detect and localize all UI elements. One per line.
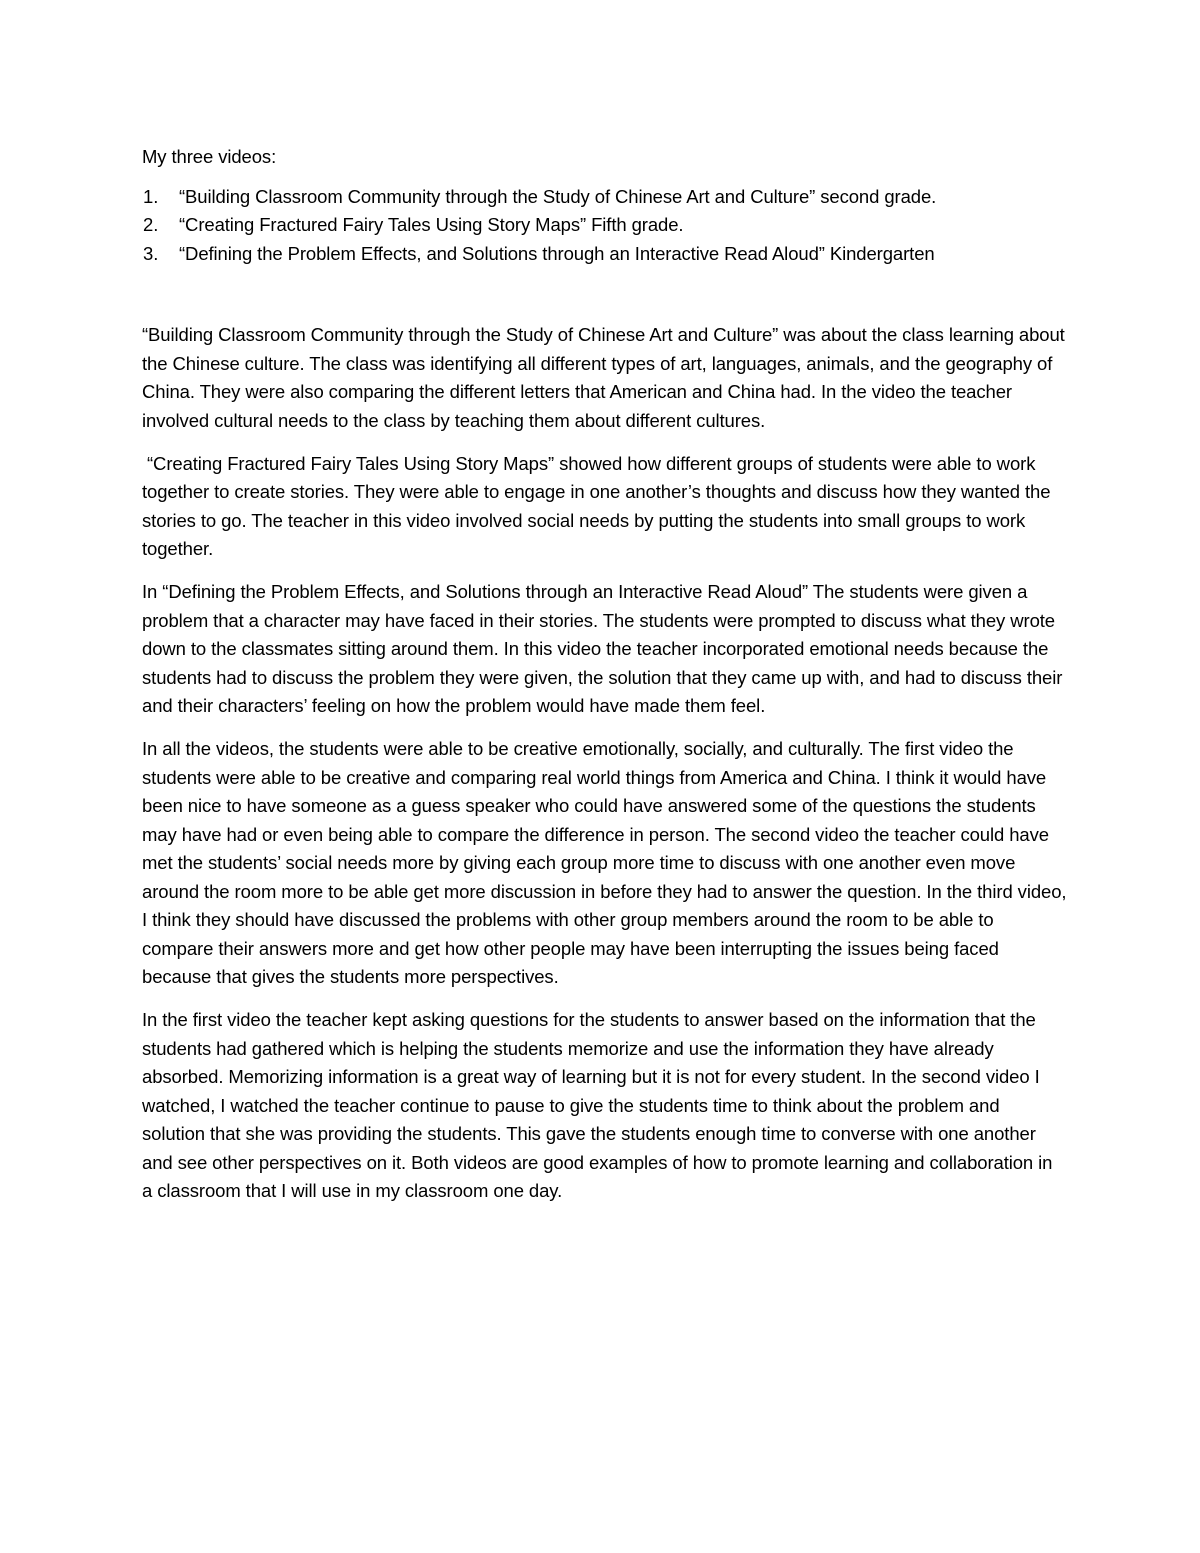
document-body	[142, 143, 1067, 1220]
paragraph-creativity: In all the videos, the students were able to be creative emotionally, socially, and culturally. The first video the students were able to be creative and comparing real world things from America and China. I think it would have been nice to have someone as a guess speaker who could have answered some of the questions the students may have had or even being able to compare the difference in person. The second video the teacher could have met the students’ social needs more by giving each group more time to discuss with one another even move around the room more to be able get more discussion in before they had to answer the question. In the third video, I think they should have discussed the problems with other group members around the room to be able to compare their answers more and get how other people may have been interrupting the issues being faced because that gives the students more perspectives.	[142, 738, 1067, 987]
paragraph-read-aloud: In “Defining the Problem Effects, and Solutions through an Interactive Read Aloud” The students were given a problem that a character may have faced in their stories. The students were prompted to discuss what they wrote down to the classmates sitting around them. In this video the teacher incorporated emotional needs because the students had to discuss the problem they were given, the solution that they came up with, and had to discuss their and their characters’ feeling on how the problem would have made them feel.	[142, 581, 1063, 716]
list-number: 3.	[143, 242, 159, 264]
video-list-item-1	[142, 183, 1067, 212]
video-list-item-2	[142, 211, 1067, 240]
video-list-item-3	[142, 240, 1067, 269]
paragraph-chinese-culture: “Building Classroom Community through the Study of Chinese Art and Culture” was about the class learning about the Chinese culture. The class was identifying all different types of art, languages, animals, and the geography of China. They were also comparing the different letters that American and China had. In the video the teacher involved cultural needs to the class by teaching them about different cultures.	[142, 324, 1065, 431]
paragraph-conclusion: In the first video the teacher kept asking questions for the students to answer based on the information that the students had gathered which is helping the students memorize and use the information they have already absorbed. Memorizing information is a great way of learning but it is not for every student. In the second video I watched, I watched the teacher continue to pause to give the students time to think about the problem and solution that she was providing the students. This gave the students enough time to converse with one another and see other perspectives on it. Both videos are good examples of how to promote learning and collaboration in a classroom that I will use in my classroom one day.	[142, 1009, 1053, 1201]
paragraph-fairy-tales	[142, 450, 1067, 564]
intro-line: My three videos:	[142, 146, 277, 167]
paragraph-fairy-tales-text: “Creating Fractured Fairy Tales Using Story Maps” showed how different groups of students were able to work together to create stories. They were able to engage in one another’s thoughts and discuss how they wanted the stories to go. The teacher in this video involved social needs by putting the students into small groups to work together.	[142, 452, 1051, 559]
video-list	[142, 183, 1067, 269]
list-item-text: “Building Classroom Community through the Study of Chinese Art and Culture” second grade.	[179, 185, 937, 207]
list-number: 2.	[143, 214, 159, 235]
list-item-text: “Creating Fractured Fairy Tales Using Story Maps” Fifth grade.	[179, 214, 684, 235]
list-number: 1.	[143, 185, 159, 207]
list-item-text: “Defining the Problem Effects, and Solutions through an Interactive Read Aloud” Kindergarten	[179, 242, 935, 264]
